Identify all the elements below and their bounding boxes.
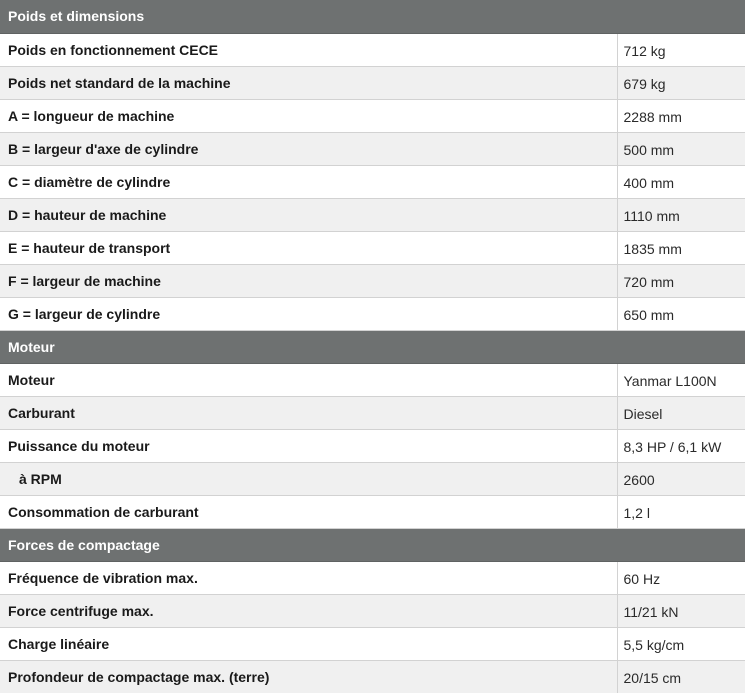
table-row bbox=[0, 132, 745, 165]
section-title: Moteur bbox=[0, 330, 745, 363]
table-row bbox=[0, 99, 745, 132]
table-row bbox=[0, 396, 745, 429]
row-label: Charge linéaire bbox=[0, 627, 617, 660]
table-row bbox=[0, 363, 745, 396]
row-value: 1110 mm bbox=[617, 198, 745, 231]
table-row bbox=[0, 33, 745, 66]
table-row bbox=[0, 495, 745, 528]
row-label: C = diamètre de cylindre bbox=[0, 165, 617, 198]
row-value: 8,3 HP / 6,1 kW bbox=[617, 429, 745, 462]
row-label: G = largeur de cylindre bbox=[0, 297, 617, 330]
section-header-poids-et-dimensions bbox=[0, 0, 745, 33]
row-value: 400 mm bbox=[617, 165, 745, 198]
table-row bbox=[0, 165, 745, 198]
row-value: 11/21 kN bbox=[617, 594, 745, 627]
table-row bbox=[0, 561, 745, 594]
row-label: F = largeur de machine bbox=[0, 264, 617, 297]
row-value: 500 mm bbox=[617, 132, 745, 165]
table-row bbox=[0, 297, 745, 330]
row-label: A = longueur de machine bbox=[0, 99, 617, 132]
row-value: 679 kg bbox=[617, 66, 745, 99]
row-label: Poids en fonctionnement CECE bbox=[0, 33, 617, 66]
row-value: 20/15 cm bbox=[617, 660, 745, 693]
table-row bbox=[0, 660, 745, 693]
table-row bbox=[0, 627, 745, 660]
row-value: 60 Hz bbox=[617, 561, 745, 594]
row-label: Puissance du moteur bbox=[0, 429, 617, 462]
row-value: Diesel bbox=[617, 396, 745, 429]
table-row bbox=[0, 66, 745, 99]
table-row bbox=[0, 231, 745, 264]
row-value: 712 kg bbox=[617, 33, 745, 66]
section-title: Poids et dimensions bbox=[0, 0, 745, 33]
row-label: à RPM bbox=[0, 462, 617, 495]
row-label: Profondeur de compactage max. (terre) bbox=[0, 660, 617, 693]
table-row bbox=[0, 264, 745, 297]
row-value: 5,5 kg/cm bbox=[617, 627, 745, 660]
row-label: E = hauteur de transport bbox=[0, 231, 617, 264]
table-row bbox=[0, 429, 745, 462]
row-label: Poids net standard de la machine bbox=[0, 66, 617, 99]
row-value: 1835 mm bbox=[617, 231, 745, 264]
row-label: Consommation de carburant bbox=[0, 495, 617, 528]
row-label: Fréquence de vibration max. bbox=[0, 561, 617, 594]
row-value: 2288 mm bbox=[617, 99, 745, 132]
row-label: Carburant bbox=[0, 396, 617, 429]
section-header-moteur bbox=[0, 330, 745, 363]
table-row bbox=[0, 594, 745, 627]
row-value: 720 mm bbox=[617, 264, 745, 297]
row-label: Force centrifuge max. bbox=[0, 594, 617, 627]
row-label: B = largeur d'axe de cylindre bbox=[0, 132, 617, 165]
row-value: 650 mm bbox=[617, 297, 745, 330]
row-label: Moteur bbox=[0, 363, 617, 396]
row-value: Yanmar L100N bbox=[617, 363, 745, 396]
section-title: Forces de compactage bbox=[0, 528, 745, 561]
table-row bbox=[0, 198, 745, 231]
row-value: 2600 bbox=[617, 462, 745, 495]
section-header-forces-de-compactage bbox=[0, 528, 745, 561]
row-value: 1,2 l bbox=[617, 495, 745, 528]
row-label: D = hauteur de machine bbox=[0, 198, 617, 231]
table-row bbox=[0, 462, 745, 495]
